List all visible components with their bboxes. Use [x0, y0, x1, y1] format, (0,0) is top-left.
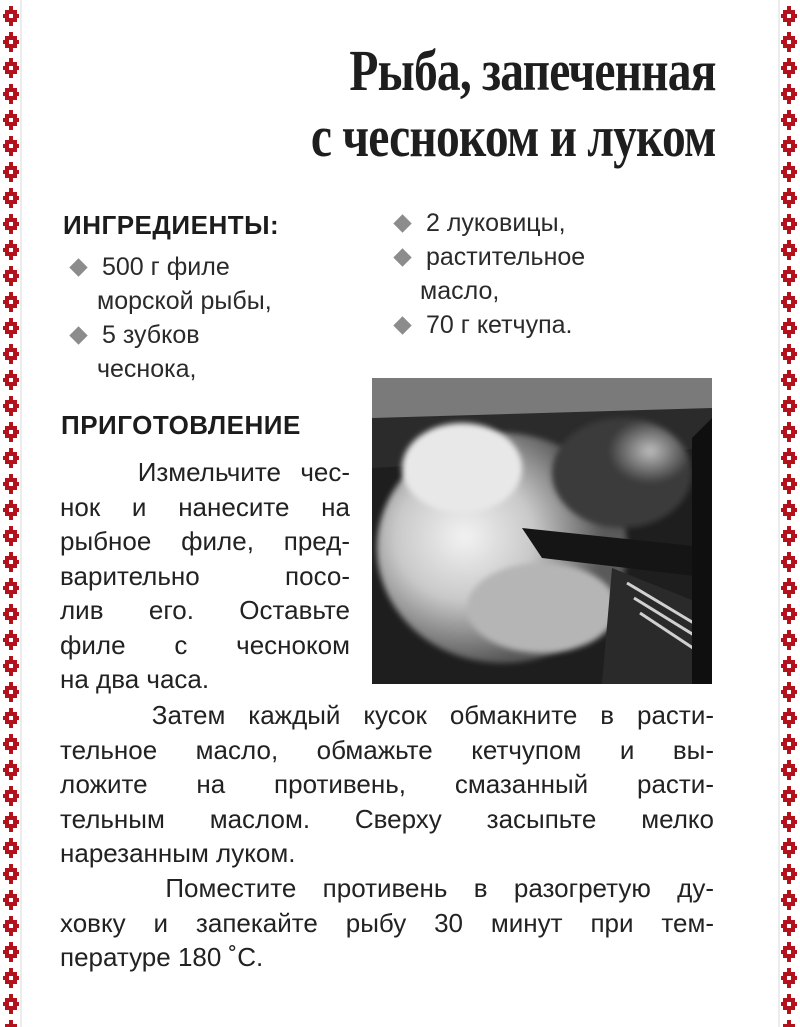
preparation-paragraph-1	[60, 455, 350, 697]
ornament-motif	[3, 890, 19, 910]
ornament-motif	[3, 396, 19, 416]
ingredient-line1: 70 г кетчупа.	[426, 311, 573, 339]
ornament-motif	[3, 84, 19, 104]
ornament-motif	[3, 318, 19, 338]
ornament-pattern-right	[778, 0, 800, 1027]
ornament-motif	[781, 604, 797, 624]
ornament-motif	[781, 526, 797, 546]
ornament-motif	[781, 344, 797, 364]
ornament-motif	[781, 682, 797, 702]
ornament-motif	[3, 344, 19, 364]
preparation-paragraph-3	[60, 871, 714, 975]
ornament-motif	[781, 500, 797, 520]
ornament-motif	[3, 266, 19, 286]
text-line: ложите на противень, смазанный расти-	[60, 769, 714, 799]
ingredients-column-2	[392, 206, 692, 342]
text-line: Поместите противень в разогретую ду-	[60, 873, 714, 903]
ornament-motif	[781, 812, 797, 832]
ornament-motif	[781, 214, 797, 234]
text-line: филе с чесноком	[60, 629, 350, 660]
ornament-motif	[3, 994, 19, 1014]
ornament-motif	[781, 396, 797, 416]
ornament-motif	[781, 968, 797, 988]
ingredient-line1: 500 г филе	[102, 253, 230, 281]
ornament-motif	[3, 630, 19, 650]
ornament-motif	[781, 994, 797, 1014]
ingredient-item	[68, 250, 368, 318]
ornament-motif	[781, 916, 797, 936]
ingredient-line1: растительное	[426, 243, 586, 271]
title-line-2: с чесноком и луком	[311, 104, 716, 169]
ingredient-line2: чеснока,	[97, 355, 197, 383]
ornament-motif	[3, 526, 19, 546]
ornament-motif	[781, 630, 797, 650]
ingredients-column-1	[68, 250, 368, 386]
ornament-motif	[781, 786, 797, 806]
ornament-motif	[3, 188, 19, 208]
text-line: тельным маслом. Сверху засыпьте мелко	[60, 803, 714, 834]
ornament-motif	[781, 474, 797, 494]
ornament-motif	[3, 578, 19, 598]
text-line: на два часа.	[60, 664, 210, 694]
ornament-motif	[781, 32, 797, 52]
ornament-motif	[781, 292, 797, 312]
ornament-motif	[781, 240, 797, 260]
ornament-motif	[781, 58, 797, 78]
ornament-motif	[3, 942, 19, 962]
ornament-motif	[781, 942, 797, 962]
text-line: Затем каждый кусок обмакните в расти-	[60, 700, 714, 730]
ornament-motif	[781, 552, 797, 572]
baked-fish-photo-illustration	[372, 378, 712, 684]
ornament-motif	[3, 656, 19, 676]
ornament-motif	[3, 864, 19, 884]
diamond-bullet-icon	[69, 326, 87, 344]
ornament-motif	[3, 552, 19, 572]
recipe-title	[311, 38, 716, 170]
ornament-motif	[3, 448, 19, 468]
ornament-motif	[3, 786, 19, 806]
ornament-motif	[781, 734, 797, 754]
ornament-motif	[3, 1020, 19, 1027]
ornament-motif	[781, 864, 797, 884]
ornament-motif	[3, 136, 19, 156]
ingredients-heading: ИНГРЕДИЕНТЫ:	[63, 210, 280, 240]
ornament-motif	[781, 6, 797, 26]
ingredient-line1: 5 зубков	[102, 321, 200, 349]
ornament-motif	[3, 708, 19, 728]
ornament-motif	[3, 812, 19, 832]
ornament-motif	[781, 162, 797, 182]
ornament-motif	[781, 318, 797, 338]
ornament-motif	[781, 890, 797, 910]
ingredient-item	[392, 308, 692, 342]
ornament-motif	[3, 32, 19, 52]
ornament-motif	[3, 604, 19, 624]
preparation-paragraph-2	[60, 698, 714, 871]
text-line: пературе 180 ˚С.	[60, 942, 264, 972]
preparation-heading: ПРИГОТОВЛЕНИЕ	[61, 410, 301, 440]
ornament-motif	[781, 838, 797, 858]
ornament-motif	[3, 838, 19, 858]
ornament-motif	[781, 110, 797, 130]
ingredient-line2: масло,	[420, 277, 500, 305]
diamond-bullet-icon	[393, 316, 411, 334]
ornament-motif	[3, 422, 19, 442]
ornament-motif	[3, 474, 19, 494]
title-line-1: Рыба, запеченная	[349, 38, 716, 103]
ornament-motif	[781, 1020, 797, 1027]
ornament-motif	[781, 84, 797, 104]
ornament-motif	[3, 240, 19, 260]
ornament-motif	[3, 58, 19, 78]
ornament-motif	[3, 370, 19, 390]
ingredient-line1: 2 луковицы,	[426, 209, 566, 237]
text-line: нок и нанесите на	[60, 491, 350, 522]
ornament-motif	[781, 708, 797, 728]
ornament-motif	[3, 214, 19, 234]
ingredient-item	[392, 206, 692, 240]
diamond-bullet-icon	[393, 248, 411, 266]
text-line: ховку и запекайте рыбу 30 минут при тем-	[60, 907, 714, 938]
text-line: Измельчите чес-	[60, 457, 350, 487]
ornament-motif	[781, 760, 797, 780]
text-line: рыбное филе, пред-	[60, 526, 350, 556]
dish-photo	[372, 378, 712, 684]
ornament-motif	[781, 422, 797, 442]
ornament-motif	[781, 266, 797, 286]
diamond-bullet-icon	[393, 214, 411, 232]
text-line: нарезанным луком.	[60, 838, 296, 868]
ornament-motif	[3, 760, 19, 780]
ornament-motif	[3, 110, 19, 130]
ornament-motif	[781, 448, 797, 468]
ingredient-item	[392, 240, 692, 308]
ornament-motif	[781, 656, 797, 676]
ornament-motif	[3, 734, 19, 754]
diamond-bullet-icon	[69, 258, 87, 276]
ornament-motif	[3, 292, 19, 312]
ornament-motif	[781, 578, 797, 598]
ornamental-border-left	[0, 0, 22, 1027]
ornament-motif	[3, 6, 19, 26]
ingredient-line2: морской рыбы,	[97, 287, 272, 315]
ornament-pattern-left	[0, 0, 22, 1027]
ornament-motif	[781, 370, 797, 390]
ornament-motif	[781, 136, 797, 156]
text-line: лив его. Оставьте	[60, 595, 350, 625]
ornament-motif	[781, 188, 797, 208]
text-line: варительно посо-	[60, 560, 350, 591]
ornament-motif	[3, 682, 19, 702]
ornament-motif	[3, 968, 19, 988]
ornament-motif	[3, 916, 19, 936]
ingredient-item	[68, 318, 368, 386]
ornament-motif	[3, 500, 19, 520]
ornament-motif	[3, 162, 19, 182]
ornamental-border-right	[778, 0, 800, 1027]
text-line: тельное масло, обмажьте кетчупом и вы-	[60, 734, 714, 765]
